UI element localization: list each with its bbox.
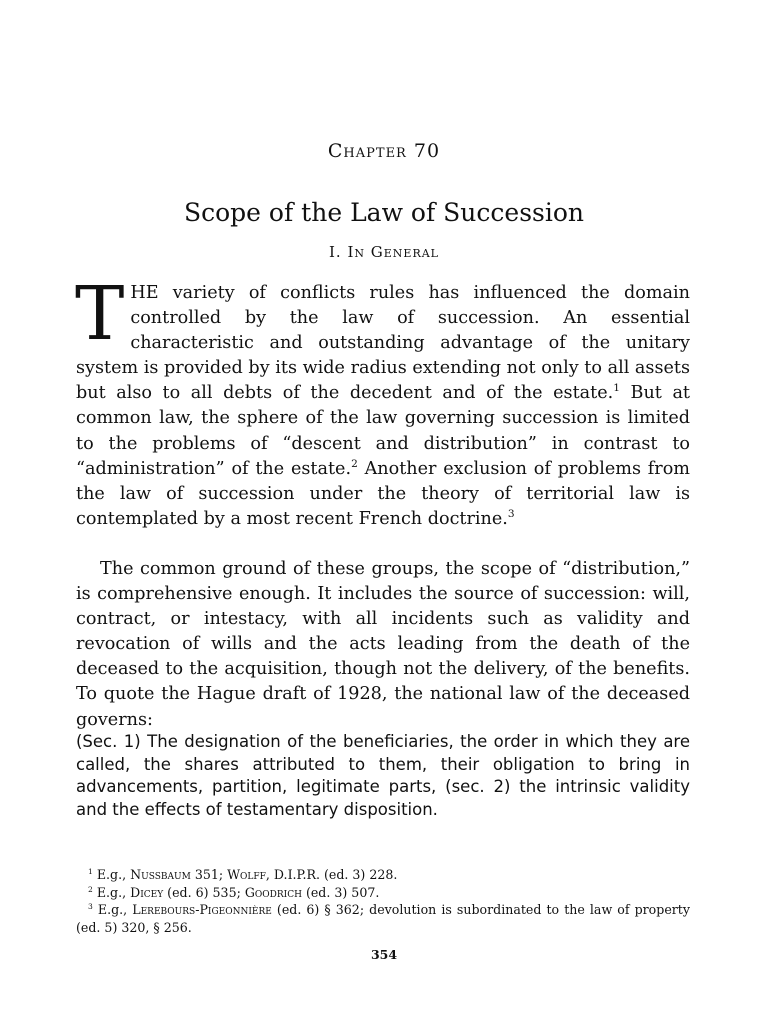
section-label: In General xyxy=(347,243,439,261)
paragraph-1-text-c: Another exclusion of problems from the law of succession under the theory of territorial law is contemplated by a most recent French doctrine. xyxy=(76,458,690,529)
footnote-1 xyxy=(76,866,690,884)
footnote-ref-1: 1 xyxy=(613,382,620,395)
paragraph-1 xyxy=(75,271,691,532)
footnote-number: 2 xyxy=(88,884,93,894)
footnote-ref-2: 2 xyxy=(351,457,358,470)
footnote-ref-3: 3 xyxy=(507,507,515,520)
footnote-text: E.g., xyxy=(97,902,133,918)
footnote-number: 3 xyxy=(88,902,93,911)
footnote-text: (ed. 6) § 362; devolution is subordinated to the law of property (ed. 5) 320, § 256. xyxy=(76,902,690,935)
paragraph-1-text-a: HE variety of conflicts rules has influenced the domain controlled by the law of succession. An essential characteristic and outstanding advantage of the unitary system is provided by its wide radius extending not only to all assets but also to all debts of the decedent and of the estate. xyxy=(76,283,690,404)
page-number: 354 xyxy=(370,947,398,962)
footnote-number: 1 xyxy=(88,866,93,876)
section-numeral: I. xyxy=(328,243,342,261)
chapter-label: Chapter xyxy=(327,140,407,162)
footnote-text: 351; xyxy=(190,867,228,882)
footnote-text: (ed. 3) 507. xyxy=(301,884,380,900)
chapter-heading xyxy=(0,140,768,162)
footnote-text: E.g., xyxy=(96,867,131,882)
drop-cap: T xyxy=(75,271,125,357)
chapter-title: Scope of the Law of Succession xyxy=(184,198,584,227)
paragraph-2: The common ground of these groups, the scope of “distribution,” is comprehensive enough. It includes the source of succession: will, contract, or intestacy, with all incidents such as validity and revocation of wills and the acts leading from the death of the deceased to the acquisition, though not the delivery, of the benefits. To quote the Hague draft of 1928, the national law of the deceased governs: xyxy=(76,559,690,730)
footnote-2 xyxy=(76,884,690,902)
section-heading xyxy=(0,243,768,261)
footnote-text: , D.I.P.R. (ed. 3) 228. xyxy=(265,867,398,882)
footnote-text: E.g., xyxy=(96,884,131,900)
footnote-author: Nussbaum xyxy=(130,867,191,882)
footnote-author: Lerebours-Pigeonnière xyxy=(132,902,272,918)
hague-draft-quote: (Sec. 1) The designation of the beneficiaries, the order in which they are called, the shares attributed to them, their obligation to bring in advancements, partition, legitimate parts, (sec. 2) the intrinsic validity and the effects of testamentary disposition. xyxy=(76,732,690,819)
footnote-author: Dicey xyxy=(130,884,164,900)
paragraph-1-text-b: But at common law, the sphere of the law governing succession is limited to the problems of “descent and distribution” in contrast to “administration” of the estate. xyxy=(76,383,691,479)
footnote-author: Wolff xyxy=(227,867,266,882)
chapter-number: 70 xyxy=(413,140,441,162)
footnote-3 xyxy=(76,901,690,936)
footnote-author: Goodrich xyxy=(244,884,302,900)
footnotes xyxy=(76,866,690,936)
footnote-text: (ed. 6) 535; xyxy=(163,884,245,900)
